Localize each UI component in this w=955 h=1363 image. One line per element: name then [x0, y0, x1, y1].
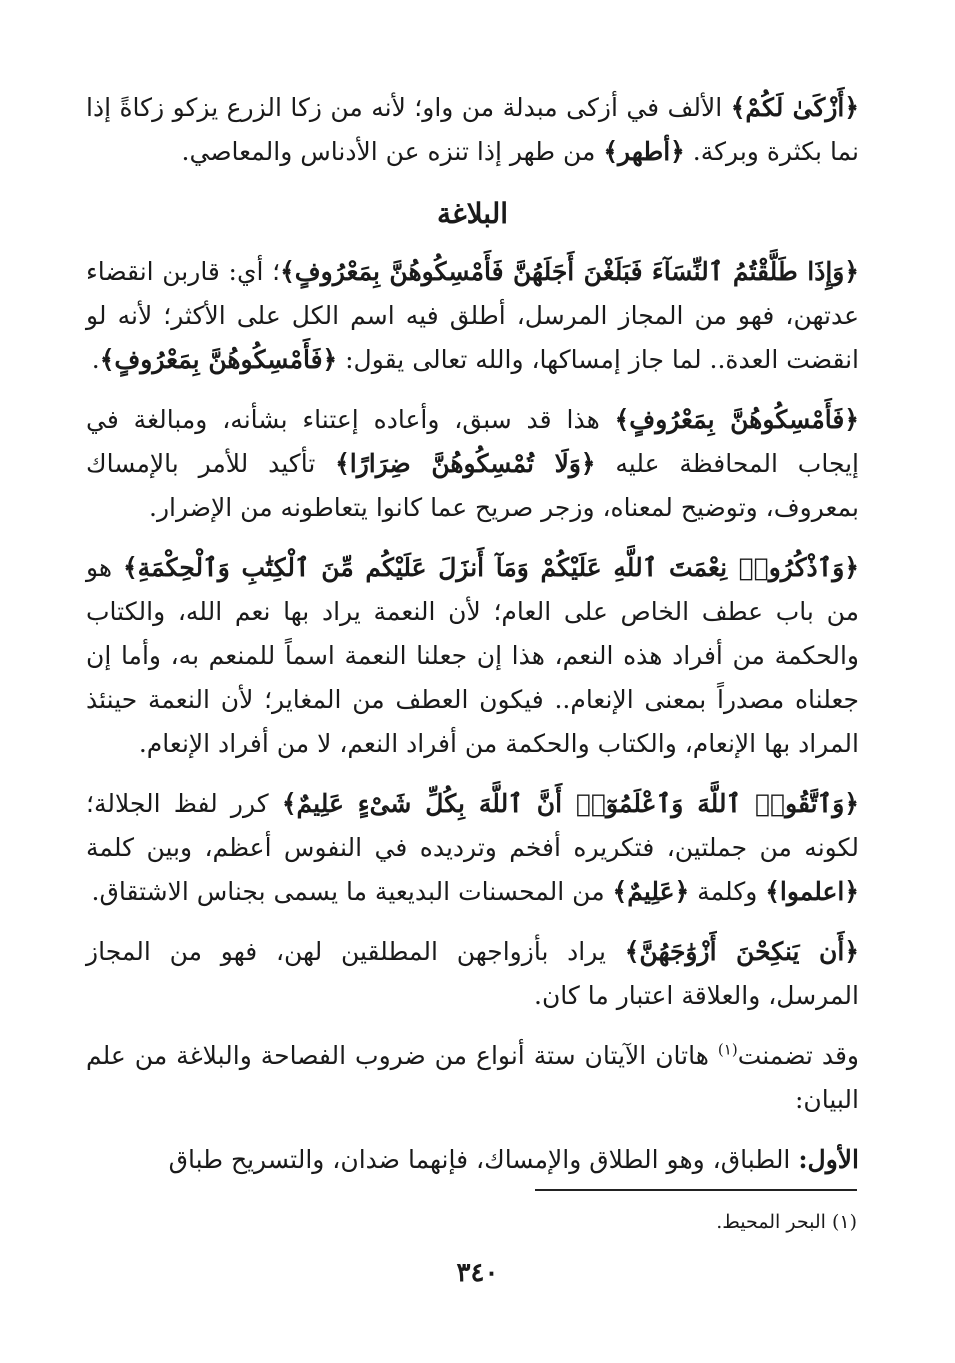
paragraph-text: من المحسنات البديعية ما يسمى بجناس الاشتقاق.	[91, 877, 613, 906]
balagha-paragraph-4	[86, 782, 859, 914]
paragraph-text: هاتان الآيتان ستة أنواع من ضروب الفصاحة والبلاغة من علم البيان:	[86, 1041, 859, 1114]
quran-quote: ﴿عَلِيمٌ﴾	[612, 877, 690, 906]
quran-quote: ﴿اعلموا﴾	[765, 877, 859, 906]
quran-quote: ﴿أَن يَنكِحْنَ أَزْوَٰجَهُنَّ﴾	[624, 937, 859, 966]
balagha-paragraph-6	[86, 1034, 859, 1122]
intro-paragraph	[86, 86, 859, 174]
quran-quote: ﴿أطهر﴾	[603, 137, 685, 166]
paragraph-text: يراد بأزواجهن المطلقين لهن، فهو من المجاز المرسل، والعلاقة اعتبار ما كان.	[86, 937, 859, 1010]
balagha-paragraph-3	[86, 546, 859, 766]
paragraph-text: وكلمة	[689, 877, 766, 906]
paragraph-text: الألف في أزكى مبدلة من واو؛ لأنه من زكا الزرع يزكو زكاةً إذا نما بكثرة وبركة.	[86, 93, 859, 166]
footnote-divider	[535, 1189, 857, 1191]
balagha-paragraph-2	[86, 398, 859, 530]
paragraph-text: ؛ أي: قاربن انقضاء عدتهن، فهو من المجاز المرسل، أطلق فيه اسم الكل على الأكثر؛ لأنه لو انقضت العدة.. لما جاز إمساكها، والله تعالى يقول:	[86, 257, 859, 374]
footnote: (١) البحر المحيط.	[716, 1211, 857, 1233]
paragraph-text: من طهر إذا تنزه عن الأدناس والمعاصي.	[181, 137, 604, 166]
quran-quote: ﴿أَزْكَىٰ لَكُمْ﴾	[730, 93, 859, 122]
paragraph-text: كرر لفظ الجلالة؛ لكونه من جملتين، فتكريره أفخم وترديده في النفوس أعظم، وبين كلمة	[86, 789, 859, 862]
balagha-paragraph-7	[86, 1138, 859, 1182]
quran-quote: ﴿وَٱذْكُرُوا۟ نِعْمَتَ ٱللَّهِ عَلَيْكُمْ وَمَآ أَنزَلَ عَلَيْكُم مِّنَ ٱلْكِتَٰبِ وَٱلْحِكْمَةِ﴾	[123, 553, 859, 582]
section-heading: البلاغة	[436, 197, 509, 230]
paragraph-text: هو من باب عطف الخاص على العام؛ لأن النعمة يراد بها نعم الله، والكتاب والحكمة من أفراد هذه النعم، هذا إن جعلنا النعمة اسماً للمنعم به، وأما إن جعلناه مصدراً بمعنى الإنعام.. فيكون العطف من المغاير؛ لأن النعمة حينئذ المراد بها الإنعام، والكتاب والحكمة من أفراد النعم، لا من أفراد الإنعام.	[86, 553, 859, 758]
footnote-reference[interactable]: (١)	[717, 1040, 738, 1059]
balagha-paragraph-1	[86, 250, 859, 382]
paragraph-text: .	[91, 345, 100, 374]
paragraph-text: تأكيد للأمر بالإمساك بمعروف، وتوضيح لمعناه، وزجر صريح عما كانوا يتعاطونه من الإضرار.	[86, 449, 859, 522]
list-label: الأول:	[798, 1145, 859, 1174]
paragraph-text: وقد تضمنت	[737, 1041, 859, 1070]
quran-quote: ﴿فَأَمْسِكُوهُنَّ بِمَعْرُوفٍ﴾	[614, 405, 860, 434]
quran-quote: ﴿وَإِذَا طَلَّقْتُمُ ٱلنِّسَآءَ فَبَلَغْنَ أَجَلَهُنَّ فَأَمْسِكُوهُنَّ بِمَعْرُوفٍ﴾	[280, 257, 859, 286]
page-number: ٣٤٠	[456, 1258, 499, 1288]
quran-quote: ﴿وَلَا تُمْسِكُوهُنَّ ضِرَارًا﴾	[335, 449, 596, 478]
quran-quote: ﴿وَٱتَّقُوا۟ ٱللَّهَ وَٱعْلَمُوٓا۟ أَنَّ ٱللَّهَ بِكُلِّ شَىْءٍ عَلِيمٌ﴾	[281, 789, 859, 818]
quran-quote: ﴿فَأَمْسِكُوهُنَّ بِمَعْرُوفٍ﴾	[99, 345, 338, 374]
paragraph-text: الطباق، وهو الطلاق والإمساك، فإنهما ضدان، والتسريح طباق	[168, 1145, 799, 1174]
paragraph-text: هذا قد سبق، وأعاده إعتناء بشأنه، ومبالغة في إيجاب المحافظة عليه	[86, 405, 860, 478]
balagha-paragraph-5	[86, 930, 859, 1018]
